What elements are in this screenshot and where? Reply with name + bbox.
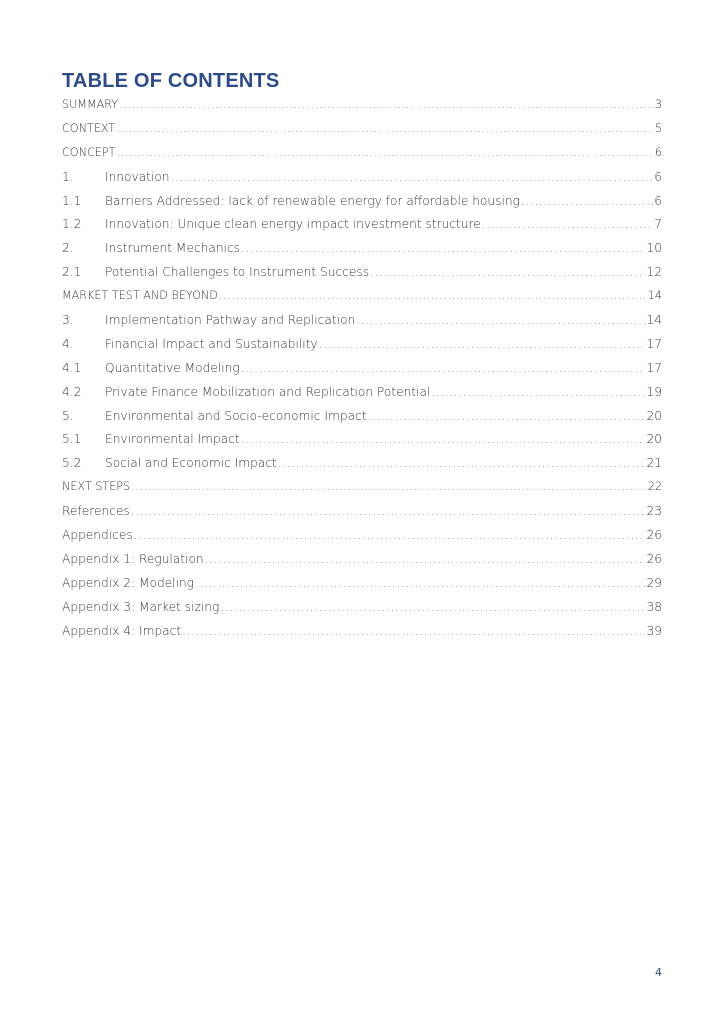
dot-leader	[134, 528, 646, 542]
toc-entry-number: 2.1	[62, 265, 82, 280]
toc-entry-text: Appendix 1: Regulation	[62, 551, 204, 566]
toc-entry-text: Instrument Mechanics	[105, 241, 240, 256]
toc-entry-concept[interactable]	[62, 146, 662, 170]
dot-leader	[278, 456, 646, 470]
toc-entry-number: 5.2	[62, 456, 82, 471]
toc-entry-page: 29	[646, 575, 662, 590]
toc-entry-page: 7	[654, 217, 662, 232]
toc-entry-text: Innovation: Unique clean energy impact investment structure	[105, 217, 481, 232]
dot-leader	[131, 504, 646, 518]
toc-entry-number: 1.	[62, 169, 74, 184]
dot-leader	[220, 600, 645, 614]
toc-entry-potential-challenges[interactable]	[62, 265, 662, 289]
dot-leader	[195, 576, 645, 590]
toc-entry-summary[interactable]	[62, 98, 662, 122]
dot-leader	[482, 217, 653, 231]
toc-entry-page: 17	[646, 336, 662, 351]
toc-entry-text: Environmental Impact	[105, 432, 240, 447]
toc-entry-instrument-mechanics[interactable]	[62, 241, 662, 265]
toc-entry-text: Social and Economic Impact	[105, 456, 277, 471]
toc-entry-page: 6	[654, 169, 662, 184]
toc-entry-text: Private Finance Mobilization and Replication Potential	[105, 384, 431, 399]
dot-leader	[319, 337, 646, 351]
toc-entry-text: Appendices	[62, 528, 133, 543]
toc-entry-number: 1.2	[62, 217, 82, 232]
toc-entry-text: Appendix 3: Market sizing	[62, 599, 220, 614]
toc-entry-page: 26	[646, 551, 662, 566]
dot-leader	[356, 313, 645, 327]
toc-entry-context[interactable]	[62, 122, 662, 146]
toc-entry-page: 14	[646, 313, 662, 328]
toc-entry-social-economic-impact[interactable]	[62, 456, 662, 480]
toc-entry-private-finance[interactable]	[62, 385, 662, 409]
toc-entry-number: 3.	[62, 313, 74, 328]
dot-leader	[119, 98, 654, 111]
toc-entry-text: Quantitative Modeling	[105, 360, 240, 375]
toc-entry-investment-structure[interactable]	[62, 217, 662, 241]
toc-entry-text: CONCEPT	[62, 145, 116, 159]
toc-entry-number: 4.	[62, 336, 74, 351]
toc-entry-appendix-4[interactable]	[62, 624, 662, 648]
toc-entry-text: Potential Challenges to Instrument Success	[105, 265, 370, 280]
dot-leader	[521, 194, 653, 208]
dot-leader	[171, 170, 654, 184]
toc-entry-page: 17	[646, 360, 662, 375]
toc-entry-references[interactable]	[62, 504, 662, 528]
toc-list	[62, 98, 662, 647]
toc-entry-financial-impact[interactable]	[62, 337, 662, 361]
dot-leader	[219, 289, 647, 302]
toc-entry-text: CONTEXT	[62, 121, 116, 135]
toc-entry-text: MARKET TEST AND BEYOND	[62, 289, 218, 303]
toc-entry-page: 20	[646, 432, 662, 447]
toc-entry-environmental-impact[interactable]	[62, 432, 662, 456]
toc-entry-text: Innovation	[105, 169, 170, 184]
toc-entry-text: Appendix 2: Modeling	[62, 575, 194, 590]
toc-entry-environmental-socio-economic[interactable]	[62, 409, 662, 433]
toc-entry-page: 12	[646, 265, 662, 280]
dot-leader	[368, 409, 646, 423]
toc-entry-number: 5.	[62, 408, 74, 423]
toc-entry-page: 38	[646, 599, 662, 614]
toc-entry-text: SUMMARY	[62, 98, 119, 111]
dot-leader	[182, 624, 645, 638]
toc-entry-page: 26	[646, 528, 662, 543]
dot-leader	[370, 265, 645, 279]
toc-entry-market-test[interactable]	[62, 289, 662, 313]
dot-leader	[116, 146, 653, 159]
toc-entry-page: 23	[646, 504, 662, 519]
dot-leader	[431, 385, 645, 399]
toc-entry-number: 4.1	[62, 360, 82, 375]
toc-entry-page: 5	[654, 121, 662, 135]
toc-entry-number: 5.1	[62, 432, 82, 447]
toc-entry-number: 2.	[62, 241, 74, 256]
toc-entry-barriers-addressed[interactable]	[62, 194, 662, 218]
toc-entry-quantitative-modeling[interactable]	[62, 361, 662, 385]
toc-entry-innovation[interactable]	[62, 170, 662, 194]
toc-entry-next-steps[interactable]	[62, 480, 662, 504]
toc-entry-text: Appendix 4: Impact	[62, 623, 182, 638]
dot-leader	[241, 432, 646, 446]
dot-leader	[241, 241, 645, 255]
toc-entry-page: 22	[647, 480, 662, 494]
dot-leader	[241, 361, 646, 375]
dot-leader	[131, 480, 647, 493]
toc-entry-page: 6	[654, 193, 662, 208]
toc-entry-page: 3	[654, 98, 662, 111]
toc-entry-text: Implementation Pathway and Replication	[105, 313, 356, 328]
toc-entry-appendix-1[interactable]	[62, 552, 662, 576]
toc-entry-page: 39	[646, 623, 662, 638]
toc-entry-text: NEXT STEPS	[62, 480, 131, 494]
toc-entry-appendix-2[interactable]	[62, 576, 662, 600]
toc-entry-text: Environmental and Socio-economic Impact	[105, 408, 367, 423]
toc-entry-number: 1.1	[62, 193, 82, 208]
toc-entry-page: 10	[646, 241, 662, 256]
toc-entry-page: 19	[646, 384, 662, 399]
toc-entry-page: 6	[654, 145, 662, 159]
toc-entry-text: References	[62, 504, 130, 519]
toc-entry-page: 20	[646, 408, 662, 423]
toc-entry-appendix-3[interactable]	[62, 600, 662, 624]
page-number: 4	[655, 966, 662, 979]
toc-entry-text: Barriers Addressed: lack of renewable energy for affordable housing	[105, 193, 520, 208]
dot-leader	[205, 552, 646, 566]
dot-leader	[116, 122, 654, 135]
toc-entry-page: 21	[646, 456, 662, 471]
toc-entry-text: Financial Impact and Sustainability	[105, 336, 318, 351]
toc-title: TABLE OF CONTENTS	[62, 70, 280, 92]
toc-entry-implementation-pathway[interactable]	[62, 313, 662, 337]
toc-entry-appendices[interactable]	[62, 528, 662, 552]
toc-entry-page: 14	[647, 289, 662, 303]
toc-entry-number: 4.2	[62, 384, 82, 399]
